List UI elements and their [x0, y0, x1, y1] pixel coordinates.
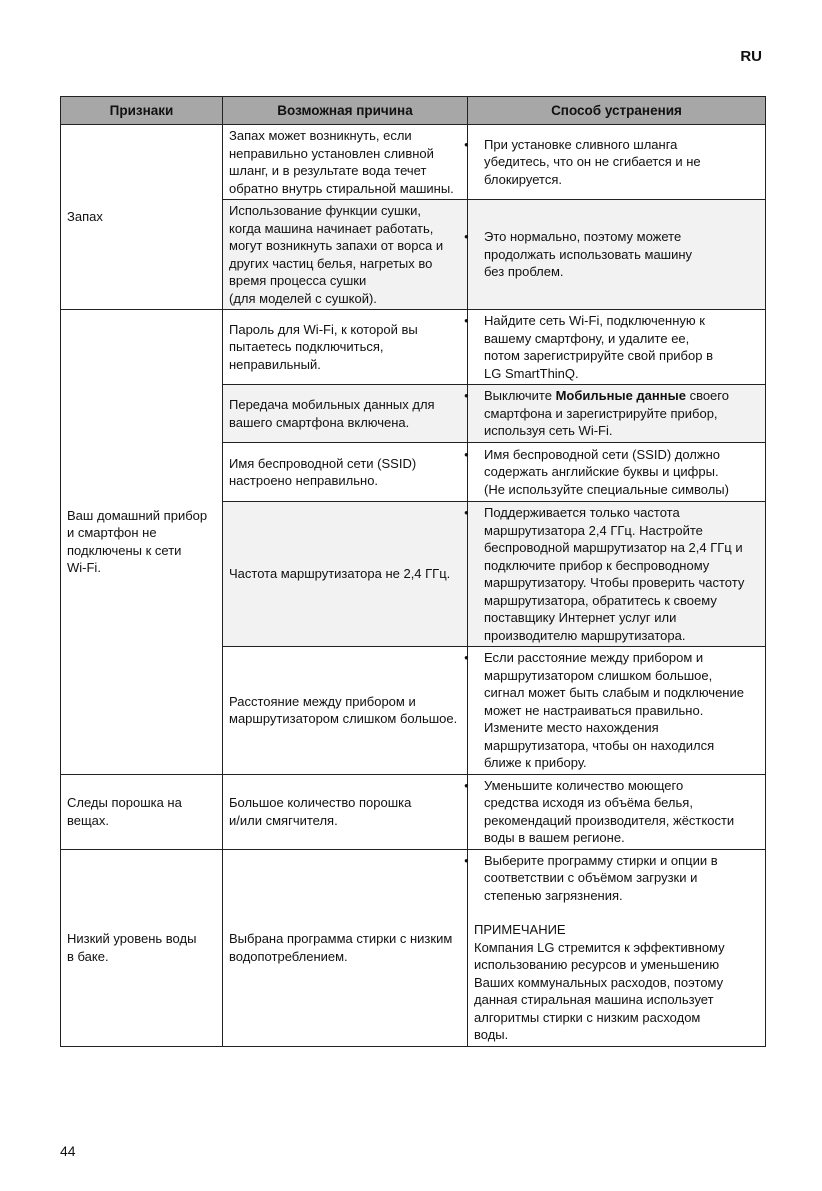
solution-text: Найдите сеть Wi-Fi, подключенную к вашему смартфону, и удалите ее, потом зарегистрируйте свой прибор в LG SmartThinQ. — [484, 313, 713, 381]
table-row — [61, 125, 766, 200]
bullet-icon: ● — [464, 508, 469, 517]
bullet-icon: ● — [464, 232, 469, 242]
troubleshooting-table — [60, 96, 766, 1047]
solution-text: При установке сливного шланга убедитесь, что он не сгибается и не блокируется. — [484, 136, 701, 187]
bullet-icon: ● — [464, 449, 469, 459]
bullet-icon: ● — [464, 391, 469, 401]
column-header-symptoms: Признаки — [61, 97, 223, 125]
column-header-solution: Способ устранения — [468, 97, 766, 125]
bullet-icon: ● — [464, 316, 469, 325]
bullet-icon: ● — [464, 139, 469, 149]
solution-text: Это нормально, поэтому можете продолжать использовать машину без проблем. — [484, 229, 693, 280]
solution-text: Если расстояние между прибором и маршрутизатором слишком большое, сигнал может быть слабым и подключение может не настраиваться правильно. Измените место нахождения маршрутизатора, чтобы он находился ближе к прибору. — [484, 650, 744, 770]
table-row — [61, 774, 766, 849]
symptom-text: Низкий уровень воды в баке. — [67, 931, 197, 964]
solution-text: Выберите программу стирки и опции в соответствии с объёмом загрузки и степенью загрязнения. — [484, 852, 718, 903]
note-title: ПРИМЕЧАНИЕ — [474, 922, 566, 937]
bullet-icon: ● — [464, 780, 469, 790]
table-row — [61, 849, 766, 1046]
solution-bold-text: Мобильные данные — [555, 388, 686, 404]
cause-text: Выбрана программа стирки с низким водопотреблением. — [229, 931, 453, 964]
bullet-icon: ● — [464, 653, 469, 662]
cause-text: Большое количество порошка и/или смягчителя. — [229, 795, 412, 828]
cause-text: Использование функции сушки, когда машина начинает работать, могут возникнуть запахи от ворса и других частиц белья, нагретых во время процесса сушки (для моделей с сушкой). — [229, 203, 444, 306]
cause-text: Запах может возникнуть, если неправильно установлен сливной шланг, и в результате вода течет обратно внутрь стиральной машины. — [229, 128, 454, 196]
symptom-text: Следы порошка на вещах. — [67, 795, 182, 828]
solution-text: Выключите — [484, 388, 556, 404]
language-label: RU — [740, 48, 762, 65]
solution-text: Имя беспроводной сети (SSID) должно содержать английские буквы и цифры. (Не используйте специальные символы) — [484, 446, 729, 497]
bullet-icon: ● — [464, 855, 469, 865]
solution-text: своего смартфона и зарегистрируйте прибор, используя сеть Wi-Fi. — [484, 388, 729, 439]
solution-text: Поддерживается только частота маршрутизатора 2,4 ГГц. Настройте беспроводной маршрутизатор на 2,4 ГГц и подключите прибор к беспроводному маршрутизатору. Чтобы проверить частоту маршрутизатора, обратитесь к своему поставщику Интернет услуг или производителю маршрутизатора. — [484, 505, 745, 643]
symptom-text: Ваш домашний прибор и смартфон не подключены к сети Wi-Fi. — [67, 507, 208, 576]
solution-text: Уменьшите количество моющего средства исходя из объёма белья, рекомендаций производителя, жёсткости воды в вашем регионе. — [484, 777, 735, 845]
cause-text: Частота маршрутизатора не 2,4 ГГц. — [229, 566, 451, 582]
table-row — [61, 310, 766, 385]
cause-text: Расстояние между прибором и маршрутизатором слишком большое. — [229, 693, 458, 727]
cause-text: Имя беспроводной сети (SSID) настроено неправильно. — [229, 455, 417, 488]
column-header-cause: Возможная причина — [223, 97, 468, 125]
note-text: Компания LG стремится к эффективному использованию ресурсов и уменьшению Ваших коммунальных расходов, поэтому данная стиральная машина использует алгоритмы стирки с низким расходом воды. — [474, 939, 725, 1042]
symptom-text: Запах — [67, 209, 103, 225]
page-number: 44 — [60, 1143, 76, 1159]
cause-text: Передача мобильных данных для вашего смартфона включена. — [229, 397, 435, 430]
cause-text: Пароль для Wi-Fi, к которой вы пытаетесь подключиться, неправильный. — [229, 321, 418, 372]
